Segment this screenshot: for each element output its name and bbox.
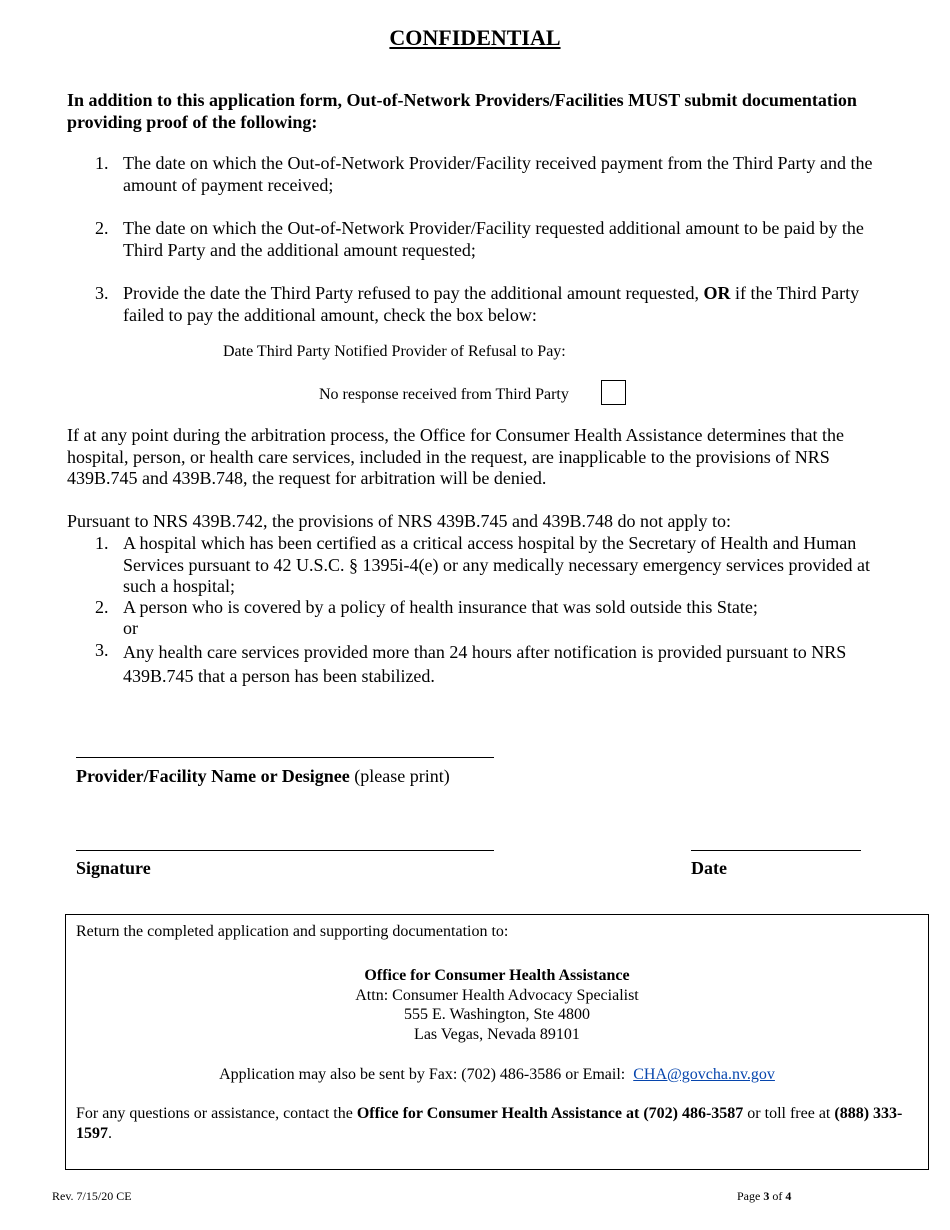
requirement-text — [123, 283, 898, 326]
exemption-number: 1. — [95, 533, 109, 553]
exemption-number: 2. — [95, 597, 109, 617]
return-intro: Return the completed application and supporting documentation to: — [76, 923, 509, 940]
office-attn: Attn: Consumer Health Advocacy Specialist — [355, 987, 639, 1004]
no-response-label: No response received from Third Party — [319, 386, 569, 403]
alt-send-text: Application may also be sent by Fax: (702) 486-3586 or Email: — [219, 1066, 626, 1083]
requirement-text: The date on which the Out-of-Network Provider/Facility requested additional amount to be paid by the Third Party and the additional amount requested; — [123, 218, 864, 260]
requirement-text-b: if the Third Party failed to pay the additional amount, check the box below: — [123, 283, 860, 325]
name-signature-line[interactable] — [76, 757, 494, 758]
contact-text-b: or toll free at — [747, 1105, 831, 1122]
requirement-number: 1. — [95, 153, 109, 173]
page-prefix: Page — [737, 1189, 761, 1203]
page-number — [737, 1189, 791, 1204]
name-label-bold: Provider/Facility Name or Designee — [76, 766, 350, 786]
page-total: 4 — [785, 1189, 792, 1203]
exemption-text: A hospital which has been certified as a critical access hospital by the Secretary of Health and Human Services pursuant to 42 U.S.C. § 1395i-4(e) or any medically necessary emergency services provided at such a hospital; — [123, 533, 870, 596]
requirement-text: The date on which the Out-of-Network Provider/Facility received payment from the Third Party and the amount of payment received; — [123, 153, 873, 195]
exemption-suffix: or — [123, 618, 138, 638]
office-street: 555 E. Washington, Ste 4800 — [404, 1006, 590, 1023]
requirement-number: 2. — [95, 218, 109, 238]
toll-free-number: (888) 333-1597 — [76, 1105, 903, 1142]
intro-heading: In addition to this application form, Out-of-Network Providers/Facilities MUST submit documentation providing proof of the following: — [67, 90, 857, 132]
requirement-text-a: Provide the date the Third Party refused to pay the additional amount requested, — [123, 283, 700, 303]
return-info-box — [65, 914, 929, 1170]
pursuant-intro: Pursuant to NRS 439B.742, the provisions of NRS 439B.745 and 439B.748 do not apply to: — [67, 511, 732, 531]
contact-period: . — [108, 1125, 112, 1142]
name-label-note: (please print) — [354, 766, 450, 786]
date-line[interactable] — [691, 850, 861, 851]
contact-text-a: For any questions or assistance, contact the — [76, 1105, 353, 1122]
arbitration-paragraph: If at any point during the arbitration process, the Office for Consumer Health Assistance determines that the hospital, person, or health care services, included in the request, are inapplicable to the provisions of NRS 439B.745 and 439B.748, the request for arbitration will be denied. — [67, 425, 844, 488]
office-city: Las Vegas, Nevada 89101 — [414, 1026, 580, 1043]
date-label: Date — [691, 858, 727, 878]
contact-phone: Office for Consumer Health Assistance at (702) 486-3587 — [356, 1105, 744, 1122]
signature-line[interactable] — [76, 850, 494, 851]
page-title: CONFIDENTIAL — [389, 25, 561, 50]
exemption-number: 3. — [95, 640, 109, 660]
exemption-text: A person who is covered by a policy of health insurance that was sold outside this State; — [123, 597, 758, 617]
requirement-text-or: OR — [703, 283, 731, 303]
contact-line — [76, 1104, 916, 1144]
name-label — [76, 766, 450, 787]
page-of: of — [772, 1189, 783, 1203]
office-name: Office for Consumer Health Assistance — [364, 967, 630, 984]
revision-label: Rev. 7/15/20 CE — [52, 1189, 132, 1203]
signature-label: Signature — [76, 858, 151, 878]
alt-send-line — [66, 1066, 928, 1084]
no-response-checkbox[interactable] — [601, 380, 626, 405]
email-link[interactable]: CHA@govcha.nv.gov — [633, 1066, 775, 1083]
page-current: 3 — [763, 1189, 770, 1203]
refusal-date-label: Date Third Party Notified Provider of Refusal to Pay: — [223, 343, 566, 360]
exemption-text: Any health care services provided more than 24 hours after notification is provided pursuant to NRS 439B.745 that a person has been stabilized. — [123, 642, 847, 686]
requirement-number: 3. — [95, 283, 109, 303]
